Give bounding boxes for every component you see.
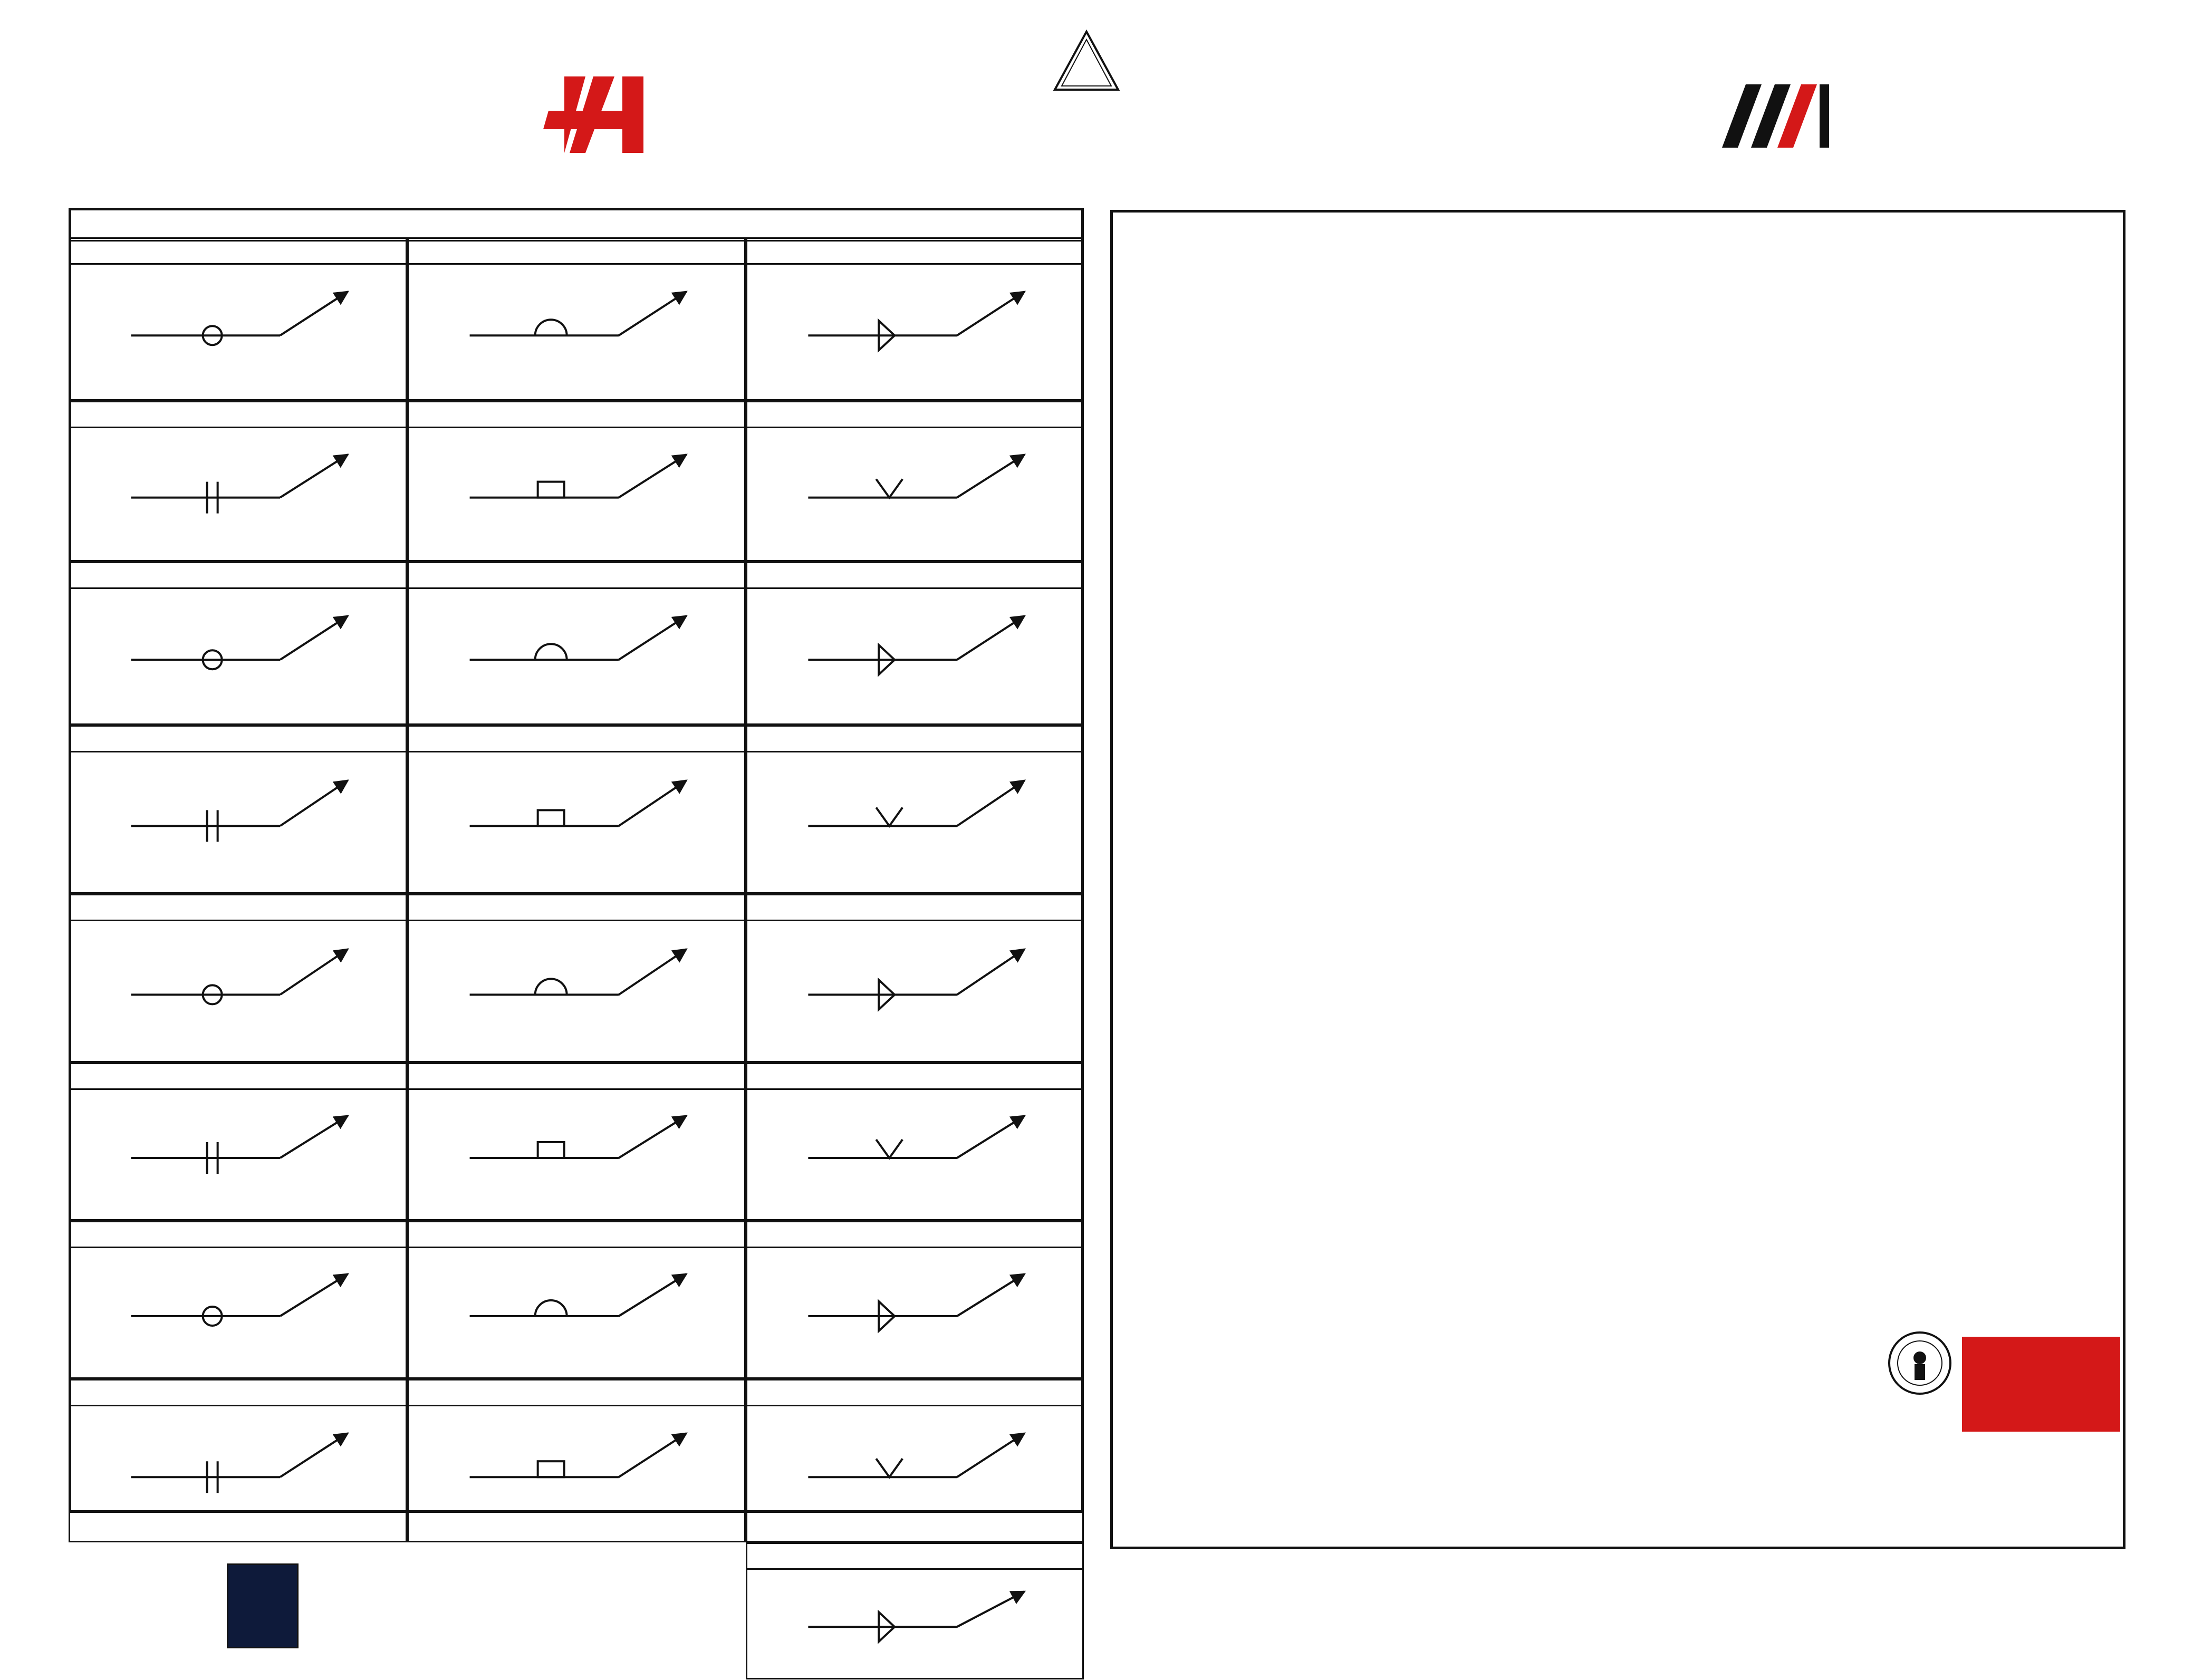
- sample-cell: [746, 894, 1084, 1063]
- weld-symbol-drawing: [409, 921, 747, 1063]
- arrow-line: [619, 1116, 686, 1158]
- footer-logo-muhandesi-jush: [227, 1563, 299, 1648]
- groove-symbol: [876, 1140, 902, 1158]
- arrow-line: [957, 780, 1024, 826]
- sample-cell: [746, 1221, 1084, 1379]
- fillet-symbol: [879, 1612, 894, 1627]
- sample-cell-title: [70, 727, 406, 752]
- sample-cell: [407, 1221, 746, 1379]
- arrow-line: [957, 949, 1024, 995]
- sample-cell-title: [747, 1380, 1082, 1406]
- arrow-line: [957, 1116, 1024, 1158]
- sample-cell: [407, 237, 746, 401]
- groove-symbol: [876, 479, 902, 498]
- weld-symbol-drawing: [747, 1569, 1085, 1680]
- arrow-line: [619, 1274, 686, 1316]
- sample-cell: [69, 1063, 407, 1221]
- groove-symbol: [876, 807, 902, 826]
- arrow-line: [280, 616, 348, 660]
- sample-cell-title: [409, 727, 744, 752]
- sample-cell-title: [747, 727, 1082, 752]
- sample-cell-title: [409, 563, 744, 589]
- arrow-line: [957, 1274, 1024, 1316]
- fillet-symbol: [879, 335, 894, 350]
- pqr-logo: [1962, 1337, 2120, 1432]
- arrow-line: [619, 455, 686, 498]
- weld-symbol-drawing: [747, 921, 1085, 1063]
- weld-symbol-drawing: [70, 921, 409, 1063]
- sample-cell: [746, 1542, 1084, 1679]
- sample-cell-title: [747, 1544, 1082, 1570]
- arrow-line: [280, 780, 348, 826]
- fillet-symbol: [879, 660, 894, 674]
- weld-symbol-drawing: [747, 588, 1085, 726]
- sample-cell: [746, 1063, 1084, 1221]
- arrow-line: [280, 949, 348, 995]
- fillet-symbol: [879, 645, 894, 660]
- weld-symbol-drawing: [747, 752, 1085, 894]
- sample-cell: [69, 401, 407, 562]
- weld-symbol-drawing: [409, 1248, 747, 1379]
- fillet-symbol: [879, 1301, 894, 1316]
- sample-cell: [407, 562, 746, 725]
- sample-cell: [746, 237, 1084, 401]
- arrow-line: [280, 1274, 348, 1316]
- sample-cell-title: [409, 1380, 744, 1406]
- fillet-symbol: [879, 1316, 894, 1331]
- sample-cell-title: [409, 895, 744, 921]
- arrow-line: [619, 1433, 686, 1477]
- back-weld-symbol: [535, 979, 567, 995]
- arrow-line: [957, 455, 1024, 498]
- arrow-line: [957, 1433, 1024, 1477]
- sample-cell-title: [409, 402, 744, 428]
- arrow-line: [619, 949, 686, 995]
- fillet-symbol: [879, 980, 894, 995]
- aws-logo: [1052, 29, 1121, 98]
- arrow-line: [619, 292, 686, 335]
- arrow-line: [957, 616, 1024, 660]
- weld-symbol-drawing: [747, 264, 1085, 401]
- weld-symbol-drawing: [747, 428, 1085, 562]
- weld-symbol-drawing: [70, 264, 409, 401]
- plug-symbol: [538, 1142, 564, 1158]
- weld-symbol-drawing: [409, 428, 747, 562]
- arrow-line: [280, 292, 348, 335]
- arrow-line: [619, 616, 686, 660]
- plug-symbol: [538, 810, 564, 826]
- sample-cell-title: [747, 563, 1082, 589]
- sample-cell: [407, 401, 746, 562]
- iwnt-logo: [543, 69, 649, 158]
- sample-cell-title: [409, 1064, 744, 1090]
- back-weld-symbol: [535, 644, 567, 660]
- sample-cell-title: [747, 895, 1082, 921]
- arrow-line: [280, 1116, 348, 1158]
- weld-symbol-drawing: [409, 588, 747, 726]
- weld-symbol-drawing: [70, 1089, 409, 1221]
- sample-cell-title: [70, 895, 406, 921]
- sample-cell: [69, 894, 407, 1063]
- weld-symbol-drawing: [409, 1089, 747, 1221]
- plug-symbol: [538, 1461, 564, 1477]
- fillet-symbol: [879, 995, 894, 1009]
- sample-cell: [69, 725, 407, 894]
- sample-cell-title: [70, 1380, 406, 1406]
- sample-cell: [407, 1063, 746, 1221]
- sample-cell: [746, 725, 1084, 894]
- sample-cell-title: [409, 239, 744, 265]
- weld-symbol-drawing: [70, 428, 409, 562]
- sample-cell: [746, 401, 1084, 562]
- sample-cell: [407, 725, 746, 894]
- weld-symbol-drawing: [70, 588, 409, 726]
- back-weld-symbol: [535, 320, 567, 335]
- sample-cell: [69, 237, 407, 401]
- back-weld-symbol: [535, 1300, 567, 1316]
- iwi-logo: [1722, 79, 1830, 158]
- arrow-line: [957, 292, 1024, 335]
- sample-cell-title: [70, 239, 406, 265]
- plug-symbol: [538, 482, 564, 498]
- sample-cell-title: [409, 1222, 744, 1248]
- groove-symbol: [876, 1459, 902, 1477]
- weld-symbol-drawing: [409, 264, 747, 401]
- pqr-block: [1883, 1326, 2125, 1548]
- weld-symbol-drawing: [70, 1248, 409, 1379]
- weld-symbol-drawing: [747, 1248, 1085, 1379]
- fillet-symbol: [879, 1627, 894, 1642]
- sample-cell: [69, 1221, 407, 1379]
- sample-cell: [69, 562, 407, 725]
- arrow-line: [280, 1433, 348, 1477]
- arrow-line: [957, 1591, 1024, 1627]
- arrow-line: [619, 780, 686, 826]
- sample-cell-title: [747, 402, 1082, 428]
- sample-cell-title: [747, 239, 1082, 265]
- arrow-line: [280, 455, 348, 498]
- sample-cell-title: [70, 402, 406, 428]
- sample-cell: [407, 894, 746, 1063]
- pqr-badge: [1886, 1329, 1954, 1397]
- credits: [71, 1511, 1081, 1534]
- fillet-symbol: [879, 321, 894, 335]
- weld-symbol-drawing: [409, 752, 747, 894]
- sample-cell-title: [70, 563, 406, 589]
- sample-cell-title: [747, 1064, 1082, 1090]
- sample-cell-title: [70, 1222, 406, 1248]
- sample-cell-title: [70, 1064, 406, 1090]
- weld-symbol-drawing: [70, 752, 409, 894]
- sample-cell-title: [747, 1222, 1082, 1248]
- sample-cell: [746, 562, 1084, 725]
- weld-symbol-drawing: [747, 1089, 1085, 1221]
